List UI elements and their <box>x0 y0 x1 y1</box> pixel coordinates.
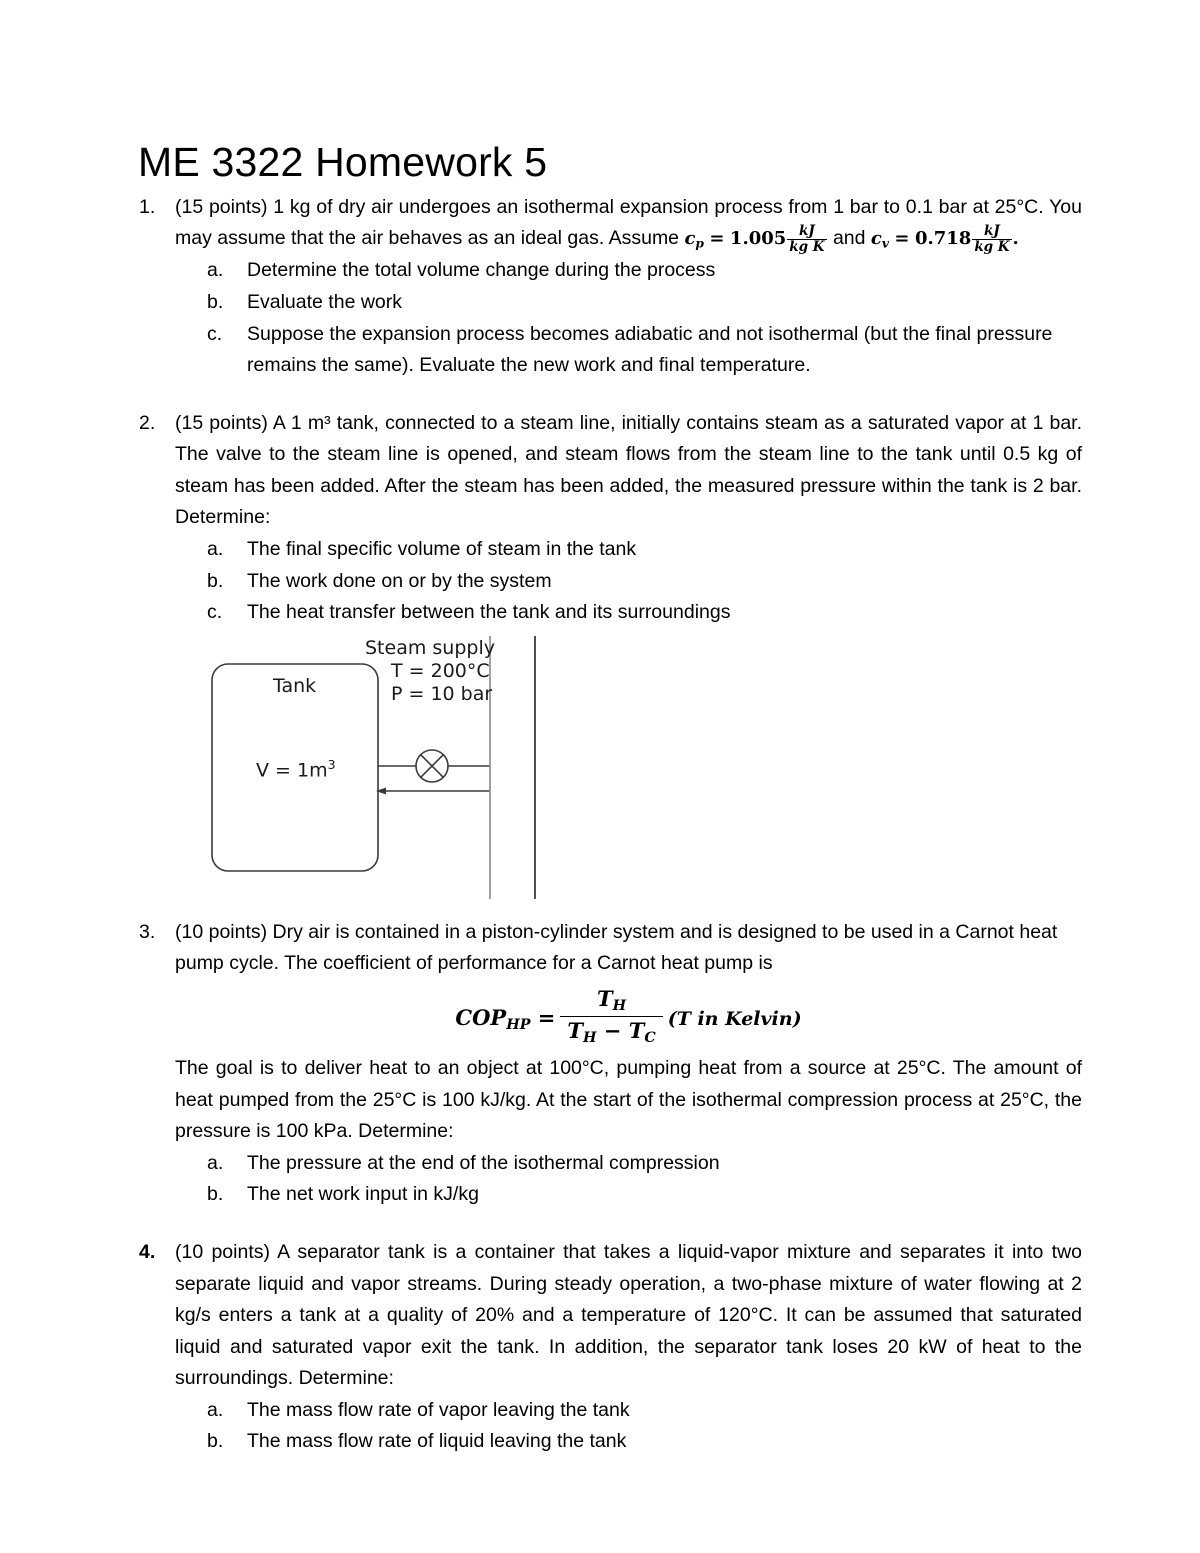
document-content <box>138 140 1082 1484</box>
subitem-text: The mass flow rate of liquid leaving the tank <box>247 1430 627 1453</box>
problem-1-cp-symbol: $c_p$ <box>684 228 704 251</box>
subitem-marker: b. <box>207 290 224 313</box>
subitem-marker: a. <box>207 1151 224 1174</box>
cop-denominator: $T_H - T_C$ <box>567 1017 656 1046</box>
problem-1-cp-value: 1.005 <box>729 228 787 250</box>
diagram-steam-supply-label: Steam supply <box>365 636 495 659</box>
problem-4-subitem-a <box>207 1395 1082 1427</box>
problem-item-3 <box>138 917 1082 1211</box>
problem-1-subitem-c <box>207 319 1082 382</box>
cop-note: (T in Kelvin) <box>667 1007 802 1030</box>
problem-body-3-rest: The goal is to deliver heat to an object at 100°C, pumping heat from a source at 25°C. The amount of heat pumped from the 25°C is 100 kJ/kg. At the start of the isothermal compression process at 25°C, the pressure is 100 kPa. Determine: <box>175 1057 1082 1143</box>
diagram-volume-label: $V = 1m^3$ <box>256 756 336 782</box>
cop-numerator: $T_H$ <box>560 986 662 1017</box>
cop-fraction <box>560 986 662 1047</box>
problem-1-text-part1: (15 points) 1 kg of dry air undergoes an isothermal expansion process from 1 bar to 0.1 bar at 25°C. You may assume that the air behaves as an ideal gas. Assume <box>175 195 1082 250</box>
problem-body-3-intro: (10 points) Dry air is contained in a piston-cylinder system and is designed to be used in a Carnot heat pump cycle. The coefficient of performance for a Carnot heat pump is <box>175 920 1058 975</box>
problem-1-cv-symbol: $c_v$ <box>870 228 889 251</box>
problem-body-1 <box>175 192 1082 255</box>
subitem-marker: b. <box>207 569 224 592</box>
problem-2-subitem-c <box>207 597 1082 629</box>
problem-1-cp-units: $\frac{kJ}{\text{kg K}}$ <box>789 223 825 256</box>
subitem-marker: a. <box>207 259 224 282</box>
problem-1-period: . <box>1012 228 1019 250</box>
problem-number-1: 1. <box>139 195 156 218</box>
problem-3-sublist <box>175 1148 1082 1211</box>
cop-equation <box>175 986 1082 1047</box>
subitem-marker: c. <box>207 322 223 345</box>
problem-2-subitem-a <box>207 534 1082 566</box>
subitem-text: Determine the total volume change during the process <box>247 259 716 282</box>
problem-item-4 <box>138 1237 1082 1458</box>
subitem-text: The net work input in kJ/kg <box>247 1183 479 1206</box>
subitem-text: The heat transfer between the tank and its surroundings <box>247 601 731 624</box>
tank-steam-line-diagram <box>138 631 1082 913</box>
subitem-text: The final specific volume of steam in the tank <box>247 537 637 560</box>
subitem-text: Evaluate the work <box>247 290 403 313</box>
problem-1-text-part2: and <box>832 227 866 250</box>
cop-equals: = <box>537 1004 556 1030</box>
subitem-marker: b. <box>207 1183 224 1206</box>
subitem-text: Suppose the expansion process becomes adiabatic and not isothermal (but the final pressure remains the same). Evaluate the new work and final temperature. <box>247 322 1053 377</box>
problem-1-eq2: = <box>894 228 910 250</box>
problem-1-subitem-b <box>207 287 1082 319</box>
problem-1-subitem-a <box>207 255 1082 287</box>
diagram-temperature-label: T = 200°C <box>391 659 490 682</box>
cop-lhs: $COP_{HP}$ <box>455 1004 531 1033</box>
diagram-pressure-label: P = 10 bar <box>391 682 493 705</box>
problem-3-subitem-a <box>207 1148 1082 1180</box>
subitem-marker: a. <box>207 537 224 560</box>
subitem-marker: c. <box>207 601 223 624</box>
valve-x-icon <box>416 750 448 782</box>
diagram-tank-label: Tank <box>273 674 317 697</box>
problem-2-subitem-b <box>207 566 1082 598</box>
problem-body-2: (15 points) A 1 m³ tank, connected to a steam line, initially contains steam as a saturated vapor at 1 bar. The valve to the steam line is opened, and steam flows from the steam line to the tank until 0.5 kg of steam has been added. After the steam has been added, the measured pressure within the tank is 2 bar. Determine: <box>175 411 1082 529</box>
problem-body-4: (10 points) A separator tank is a container that takes a liquid-vapor mixture and separates it into two separate liquid and vapor streams. During steady operation, a two-phase mixture of water flowing at 2 kg/s enters a tank at a quality of 20% and a temperature of 120°C. It can be assumed that saturated liquid and saturated vapor exit the tank. In addition, the separator tank loses 20 kW of heat to the surroundings. Determine: <box>175 1240 1082 1390</box>
problem-1-cv-value: 0.718 <box>914 228 972 250</box>
subitem-text: The mass flow rate of vapor leaving the tank <box>247 1398 630 1421</box>
subitem-text: The pressure at the end of the isothermal compression <box>247 1151 720 1174</box>
problem-2-sublist <box>175 534 1082 629</box>
problem-1-sublist <box>175 255 1082 381</box>
problem-4-sublist <box>175 1395 1082 1458</box>
problem-number-3: 3. <box>139 920 156 943</box>
subitem-marker: b. <box>207 1430 224 1453</box>
problem-number-4: 4. <box>139 1240 156 1263</box>
problem-item-2 <box>138 408 1082 913</box>
subitem-marker: a. <box>207 1398 224 1421</box>
problem-list <box>138 192 1082 1458</box>
problem-item-1 <box>138 192 1082 382</box>
problem-1-eq1: = <box>709 228 725 250</box>
problem-number-2: 2. <box>139 411 156 434</box>
page-title: ME 3322 Homework 5 <box>138 139 548 185</box>
flow-arrow-left-icon <box>376 787 490 794</box>
problem-1-cv-units: $\frac{kJ}{\text{kg K}}$ <box>974 223 1010 256</box>
subitem-text: The work done on or by the system <box>247 569 552 592</box>
problem-4-subitem-b <box>207 1426 1082 1458</box>
problem-3-subitem-b <box>207 1179 1082 1211</box>
